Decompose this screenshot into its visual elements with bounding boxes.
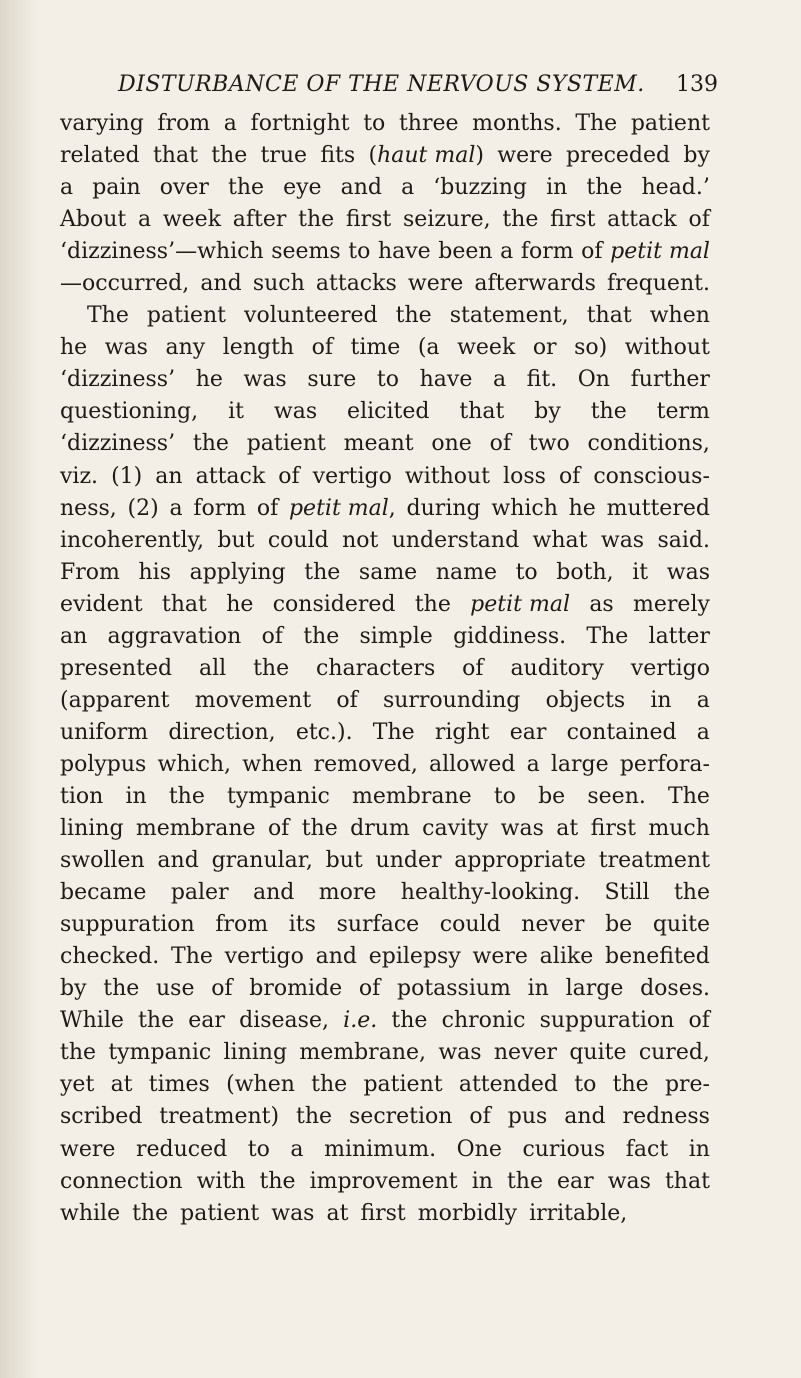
text-line: (apparent movement of surrounding objects in a	[60, 687, 710, 713]
text-line: while the patient was at first morbidly irritable,	[60, 1200, 628, 1226]
text-line: From his applying the same name to both, it was	[60, 559, 710, 585]
text-line: he was any length of time (a week or so) without	[60, 335, 710, 361]
text-line: lining membrane of the drum cavity was at first much	[60, 816, 710, 842]
text-line: ‘dizziness’—which seems to have been a form of petit mal	[60, 239, 710, 265]
text-line: were reduced to a minimum. One curious fact in	[60, 1136, 710, 1162]
text-line: viz. (1) an attack of vertigo without loss of conscious-	[60, 463, 710, 489]
text-line: the tympanic lining membrane, was never quite cured,	[60, 1040, 710, 1066]
text-line: ‘dizziness’ he was sure to have a fit. On further	[60, 367, 710, 393]
page-number: 139	[676, 72, 718, 97]
text-line: While the ear disease, i.e. the chronic suppuration of	[60, 1008, 710, 1034]
text-line: connection with the improvement in the ear was that	[60, 1168, 710, 1194]
text-line: tion in the tympanic membrane to be seen. The	[60, 783, 710, 809]
text-line: polypus which, when removed, allowed a large perfora-	[60, 751, 710, 777]
text-line: About a week after the first seizure, the first attack of	[60, 207, 710, 233]
text-line: questioning, it was elicited that by the term	[60, 399, 710, 425]
text-line: ‘dizziness’ the patient meant one of two conditions,	[60, 431, 710, 457]
page-header	[118, 72, 718, 108]
text-line: uniform direction, etc.). The right ear contained a	[60, 719, 710, 745]
text-line: ness, (2) a form of petit mal, during which he muttered	[60, 495, 710, 521]
text-line: a pain over the eye and a ‘buzzing in the head.’	[60, 175, 710, 201]
text-line: The patient volunteered the statement, that when	[87, 303, 710, 329]
text-line: incoherently, but could not understand what was said.	[60, 527, 710, 553]
text-line: scribed treatment) the secretion of pus and redness	[60, 1104, 710, 1130]
text-line: evident that he considered the petit mal as merely	[60, 591, 710, 617]
text-line: by the use of bromide of potassium in large doses.	[60, 976, 710, 1002]
text-line: presented all the characters of auditory vertigo	[60, 655, 710, 681]
text-line: an aggravation of the simple giddiness. The latter	[60, 623, 710, 649]
running-head: DISTURBANCE OF THE NERVOUS SYSTEM.	[118, 72, 645, 97]
text-line: checked. The vertigo and epilepsy were alike benefited	[60, 944, 710, 970]
text-line: yet at times (when the patient attended to the pre-	[60, 1072, 710, 1098]
text-line: —occurred, and such attacks were afterwards frequent.	[60, 271, 710, 297]
body-text	[60, 108, 710, 1230]
text-line: became paler and more healthy-looking. Still the	[60, 880, 710, 906]
text-line: swollen and granular, but under appropriate treatment	[60, 848, 710, 874]
text-line: related that the true fits (haut mal) were preceded by	[60, 143, 710, 169]
text-line: varying from a fortnight to three months. The patient	[60, 111, 710, 136]
text-line: suppuration from its surface could never be quite	[60, 912, 710, 938]
